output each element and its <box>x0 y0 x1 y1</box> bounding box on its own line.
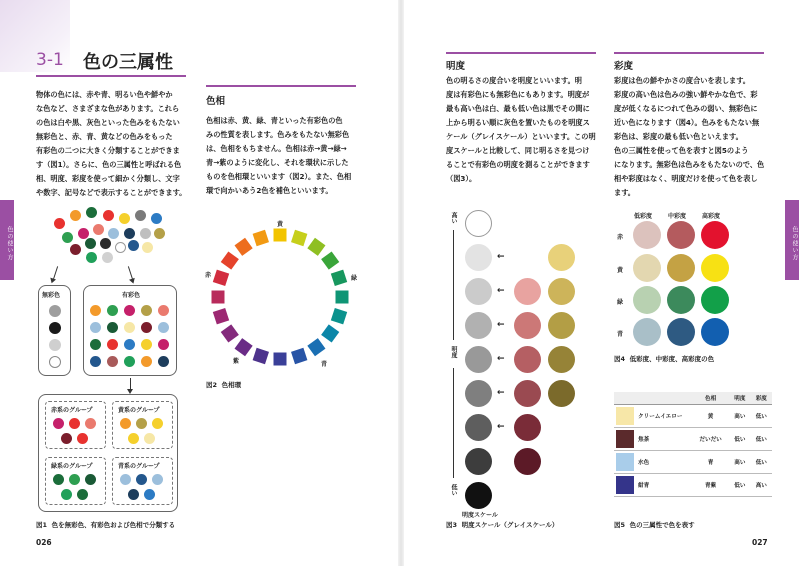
text-line: 環で向かいあう2色を補色といいます。 <box>206 186 333 195</box>
color-dot <box>100 238 111 249</box>
table-header-cell <box>614 392 636 404</box>
table-cell: 青 <box>692 450 729 473</box>
swatch-blue-mid <box>667 318 695 346</box>
light-gray-dot <box>49 339 61 351</box>
table-cell <box>614 450 636 473</box>
col-header-mid: 中彩度 <box>668 213 687 220</box>
swatch-red-mid <box>667 221 695 249</box>
text-line: 色相は赤、黄、緑、青といった有彩色の色 <box>206 116 343 125</box>
color-dot <box>120 418 131 429</box>
color-dot <box>90 322 101 333</box>
scale-label: 明度スケール <box>462 512 498 519</box>
swatch-green-high <box>701 286 729 314</box>
arrow-left-icon: ← <box>497 388 505 398</box>
caption-number: 図1 <box>36 521 48 529</box>
saturation-text <box>614 74 774 200</box>
hue-swatch <box>307 238 325 256</box>
hue-swatch <box>274 229 287 242</box>
color-dot <box>90 305 101 316</box>
color-dot <box>77 433 88 444</box>
hue-swatch <box>221 324 239 342</box>
yellow-step <box>548 278 575 305</box>
swatch-yellow-mid <box>667 254 695 282</box>
text-line: 上から明るい順に灰色を置いたものを明度ス <box>446 118 590 127</box>
yellow-step <box>548 380 575 407</box>
color-swatch <box>616 430 634 448</box>
achromatic-label: 無彩色 <box>42 292 61 299</box>
color-dot <box>158 339 169 350</box>
table-cell: 低い <box>751 450 772 473</box>
scale-top-label: 高い <box>450 212 457 224</box>
table-row <box>614 450 772 473</box>
text-line: になります。無彩色は色みをもたないので、色 <box>614 160 765 169</box>
color-dot <box>69 418 80 429</box>
red-step <box>514 448 541 475</box>
table-cell: 紺青 <box>636 473 692 496</box>
row-label-red: 赤 <box>617 234 624 241</box>
text-line: ものを色相環といいます（図2）。また、色相 <box>206 172 352 181</box>
swatch-yellow-high <box>701 254 729 282</box>
table-cell: 低い <box>751 404 772 427</box>
color-dot <box>144 433 155 444</box>
blue-group <box>112 457 173 505</box>
color-dot <box>158 305 169 316</box>
color-dot <box>144 489 155 500</box>
page-number-left: 026 <box>36 538 52 547</box>
text-line: （図3）。 <box>446 174 477 183</box>
color-dot <box>124 356 135 367</box>
green-group-label: 緑系のグループ <box>51 463 93 470</box>
hue-swatch <box>321 324 339 342</box>
text-line: 物体の色には、赤や青、明るい色や鮮やか <box>36 90 173 99</box>
yellow-step <box>548 346 575 373</box>
figure-5-caption <box>614 520 695 529</box>
color-swatch <box>616 407 634 425</box>
gray-step <box>465 380 492 407</box>
text-line: 近い色になります（図4）。色みをもたない無 <box>614 118 760 127</box>
figure-2-caption <box>206 380 241 389</box>
col-header-low: 低彩度 <box>634 213 653 220</box>
hue-swatch <box>336 291 349 304</box>
hue-label-red: 赤 <box>205 272 212 279</box>
arrow-left-icon: ← <box>497 286 505 296</box>
color-dot <box>136 418 147 429</box>
gray-step <box>465 414 492 441</box>
chromatic-label: 有彩色 <box>122 292 141 299</box>
text-line: 度が低くなるにつれて色みの弱い、無彩色に <box>614 104 758 113</box>
col-header-high: 高彩度 <box>702 213 721 220</box>
table-cell: 焦茶 <box>636 427 692 450</box>
red-step <box>514 346 541 373</box>
chromatic-box <box>83 285 177 376</box>
arrow-icon <box>128 266 133 280</box>
figure-1-caption <box>36 520 175 529</box>
hue-swatch <box>291 230 307 246</box>
color-dot <box>158 356 169 367</box>
yellow-group-label: 黄系のグループ <box>118 407 160 414</box>
table-cell: 低い <box>729 473 750 496</box>
swatch-blue-low <box>633 318 661 346</box>
color-dot <box>124 305 135 316</box>
color-dot <box>86 252 97 263</box>
right-side-tab: 色の使い方 <box>785 200 799 280</box>
figure-4-caption <box>614 354 714 363</box>
hue-heading-rule <box>206 85 356 87</box>
attribute-table <box>614 392 772 497</box>
table-row <box>614 473 772 496</box>
table-header-cell <box>636 392 692 404</box>
color-dot <box>124 322 135 333</box>
color-dot <box>141 305 152 316</box>
hue-swatch <box>331 308 347 324</box>
text-line: ることで有彩色の明度を測ることができます <box>446 160 590 169</box>
color-dot <box>102 252 113 263</box>
table-cell: 高い <box>751 473 772 496</box>
table-cell: 高い <box>729 450 750 473</box>
swatch-red-high <box>701 221 729 249</box>
red-step <box>514 278 541 305</box>
blue-group-label: 青系のグループ <box>118 463 160 470</box>
color-dot <box>85 474 96 485</box>
color-dot <box>77 489 88 500</box>
color-dot <box>154 228 165 239</box>
green-group <box>45 457 106 505</box>
color-dot <box>107 339 118 350</box>
color-dot <box>119 213 130 224</box>
text-line: 無彩色と、赤、青、黄などの色みをもった <box>36 132 173 141</box>
lightness-text <box>446 74 606 186</box>
lightness-heading-rule <box>446 52 596 54</box>
caption-text: 低彩度、中彩度、高彩度の色 <box>629 355 715 363</box>
color-dot <box>141 356 152 367</box>
swatch-green-mid <box>667 286 695 314</box>
color-dot <box>142 242 153 253</box>
color-dot <box>128 433 139 444</box>
red-group-label: 赤系のグループ <box>51 407 93 414</box>
color-dot <box>62 232 73 243</box>
hue-swatch <box>213 308 229 324</box>
text-line: な色など、さまざまな色があります。これら <box>36 104 180 113</box>
text-line: す（図1）。さらに、色の三属性と呼ばれる色 <box>36 160 182 169</box>
text-line: の色は白や黒、灰色といった色みをもたない <box>36 118 180 127</box>
hue-swatch <box>235 338 253 356</box>
gray-step <box>465 278 492 305</box>
color-dot <box>86 207 97 218</box>
color-dot <box>135 210 146 221</box>
arrow-left-icon: ← <box>497 354 505 364</box>
red-step <box>514 312 541 339</box>
caption-text: 色相環 <box>221 381 242 389</box>
caption-number: 図5 <box>614 521 626 529</box>
text-line: 色の明るさの度合いを明度といいます。明 <box>446 76 582 85</box>
hue-swatch <box>307 338 325 356</box>
table-cell: 青紫 <box>692 473 729 496</box>
caption-number: 図4 <box>614 355 626 363</box>
color-swatch <box>616 476 634 494</box>
hue-text <box>206 114 366 198</box>
swatch-blue-high <box>701 318 729 346</box>
hue-swatch <box>213 270 229 286</box>
hue-label-purple: 紫 <box>233 358 240 365</box>
hue-heading: 色相 <box>206 96 226 107</box>
text-line: ます。 <box>614 188 635 197</box>
text-line: 彩色は、彩度の最も低い色といえます。 <box>614 132 743 141</box>
table-header-hue: 色相 <box>692 392 729 404</box>
swatch-red-low <box>633 221 661 249</box>
hue-swatch <box>235 238 253 256</box>
color-dot <box>140 228 151 239</box>
text-line: は、色相をもちません。色相は赤→黄→緑→ <box>206 144 347 153</box>
color-dot <box>124 228 135 239</box>
table-cell <box>614 404 636 427</box>
table-cell: 水色 <box>636 450 692 473</box>
color-dot <box>152 474 163 485</box>
text-line: 彩度は色の鮮やかさの度合いを表します。 <box>614 76 750 85</box>
row-label-yellow: 黄 <box>617 267 624 274</box>
color-dot <box>151 213 162 224</box>
color-dot <box>128 240 139 251</box>
left-side-tab: 色の使い方 <box>0 200 14 280</box>
hue-swatch <box>253 348 269 364</box>
color-dot <box>90 356 101 367</box>
text-line: 彩度の高い色は色みの強い鮮やかな色で、彩 <box>614 90 758 99</box>
color-dot <box>158 322 169 333</box>
color-dot <box>120 474 131 485</box>
table-row <box>614 427 772 450</box>
caption-text: 明度スケール（グレイスケール） <box>461 521 559 529</box>
color-dot <box>152 418 163 429</box>
gray-step <box>465 312 492 339</box>
color-dot <box>93 224 104 235</box>
arrow-icon <box>53 266 58 280</box>
color-dot <box>53 418 64 429</box>
caption-number: 図3 <box>446 521 458 529</box>
hue-swatch <box>212 291 225 304</box>
text-line: 相や彩度はなく、明度だけを使って色を表し <box>614 174 758 183</box>
hue-label-blue: 青 <box>321 361 328 368</box>
hue-swatch <box>253 230 269 246</box>
color-dot <box>103 210 114 221</box>
arrow-left-icon: ← <box>497 422 505 432</box>
gray-step <box>465 346 492 373</box>
row-label-blue: 青 <box>617 331 624 338</box>
text-line: 相、明度、彩度を使って細かく分類し、文字 <box>36 174 180 183</box>
scale-bottom-label: 低い <box>450 484 457 496</box>
hue-wheel <box>200 222 360 372</box>
section-number: 3-1 <box>36 50 64 70</box>
color-dot <box>85 238 96 249</box>
color-swatch <box>616 453 634 471</box>
yellow-step <box>548 312 575 339</box>
page-number-right: 027 <box>752 538 768 547</box>
caption-text: 色を無彩色、有彩色および色相で分類する <box>51 521 176 529</box>
intro-text <box>36 88 196 200</box>
hue-label-green: 緑 <box>351 275 358 282</box>
hue-swatch <box>274 353 287 366</box>
row-label-green: 緑 <box>617 299 624 306</box>
text-line: 度スケールと比較して、同じ明るさを見つけ <box>446 146 590 155</box>
color-dot <box>107 322 118 333</box>
table-cell: 高い <box>729 404 750 427</box>
color-dot <box>107 356 118 367</box>
color-dot <box>136 474 147 485</box>
groups-box <box>38 394 178 512</box>
caption-number: 図2 <box>206 381 218 389</box>
hue-swatch <box>291 348 307 364</box>
caption-text: 色の三属性で色を表す <box>629 521 695 529</box>
red-step <box>514 414 541 441</box>
page-gutter <box>398 0 404 566</box>
arrow-left-icon: ← <box>497 320 505 330</box>
table-cell <box>614 473 636 496</box>
scale-axis-bottom <box>453 368 454 478</box>
color-dot <box>108 228 119 239</box>
color-dot <box>69 474 80 485</box>
text-line: 青→紫のように変化し、それを環状に示した <box>206 158 349 167</box>
hue-label-yellow: 黄 <box>277 221 284 228</box>
gray-step <box>465 210 492 237</box>
black-dot <box>49 322 61 334</box>
color-dot <box>70 244 81 255</box>
color-dot <box>61 433 72 444</box>
text-line: 最も高い色は白、最も低い色は黒でその間に <box>446 104 590 113</box>
color-dot <box>128 489 139 500</box>
color-dot <box>90 339 101 350</box>
hue-swatch <box>331 270 347 286</box>
text-line: 色の三属性を使って色を表すと図5のよう <box>614 146 749 155</box>
color-dot <box>78 228 89 239</box>
gray-step <box>465 448 492 475</box>
saturation-heading: 彩度 <box>614 61 634 72</box>
hue-swatch <box>221 252 239 270</box>
color-dot <box>107 305 118 316</box>
color-dot <box>53 474 64 485</box>
white-dot <box>49 356 61 368</box>
lightness-heading: 明度 <box>446 61 466 72</box>
swatch-yellow-low <box>633 254 661 282</box>
achromatic-box <box>38 285 71 376</box>
text-line: や数字、記号などで表示することができます。 <box>36 188 187 197</box>
color-dot <box>115 242 126 253</box>
scale-axis-top <box>453 230 454 340</box>
scale-mid-label: 明度 <box>450 346 457 358</box>
text-line: みの性質を表します。色みをもたない無彩色 <box>206 130 350 139</box>
color-dot <box>54 218 65 229</box>
table-cell: だいだい <box>692 427 729 450</box>
yellow-step <box>548 244 575 271</box>
saturation-heading-rule <box>614 52 764 54</box>
table-cell: 低い <box>729 427 750 450</box>
table-cell <box>614 427 636 450</box>
color-dot <box>85 418 96 429</box>
red-step <box>514 380 541 407</box>
swatch-green-low <box>633 286 661 314</box>
red-group <box>45 401 106 449</box>
hue-swatch <box>321 252 339 270</box>
gray-step <box>465 244 492 271</box>
text-line: ケール（グレイスケール）といいます。この明 <box>446 132 596 141</box>
figure-3-caption <box>446 520 558 529</box>
text-line: 度は有彩色にも無彩色にもあります。明度が <box>446 90 590 99</box>
yellow-group <box>112 401 173 449</box>
section-rule <box>36 75 186 77</box>
arrow-icon <box>130 378 131 390</box>
section-title: 色の三属性 <box>83 52 173 73</box>
color-dot <box>70 210 81 221</box>
arrow-left-icon: ← <box>497 252 505 262</box>
table-header-row <box>614 392 772 404</box>
table-header-value: 明度 <box>729 392 750 404</box>
table-cell: 低い <box>751 427 772 450</box>
gray-dot <box>49 305 61 317</box>
table-cell: 黄 <box>692 404 729 427</box>
table-row <box>614 404 772 427</box>
color-dot <box>141 339 152 350</box>
text-line: 有彩色の二つに大きく分類することができま <box>36 146 180 155</box>
table-header-chroma: 彩度 <box>751 392 772 404</box>
gray-step <box>465 482 492 509</box>
color-dot <box>141 322 152 333</box>
table-cell: クリームイエロー <box>636 404 692 427</box>
color-dot <box>61 489 72 500</box>
color-dot <box>124 339 135 350</box>
